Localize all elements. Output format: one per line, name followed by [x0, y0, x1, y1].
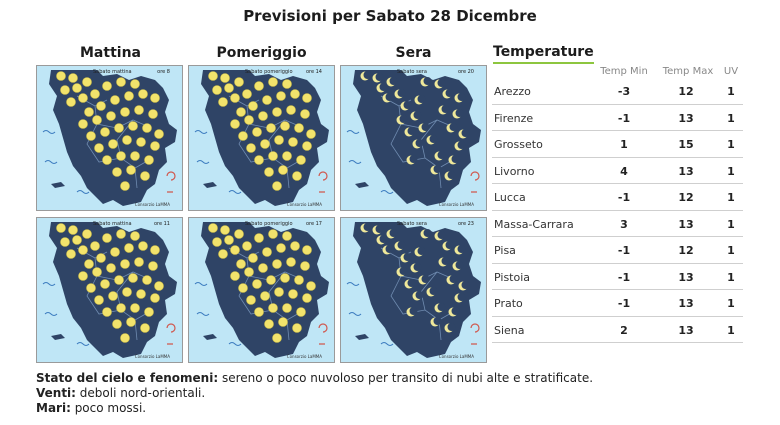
uv-value: 1	[727, 191, 735, 204]
sun-icon	[247, 296, 256, 305]
note-text: deboli nord-orientali.	[75, 386, 206, 400]
sun-icon	[247, 144, 256, 153]
sun-icon	[279, 318, 288, 327]
sun-icon	[239, 132, 248, 141]
sun-icon	[249, 254, 258, 263]
sun-icon	[231, 246, 240, 255]
sun-icon	[123, 136, 132, 145]
note-text: sereno o poco nuvoloso per transito di nubi alte e stratificate.	[218, 371, 594, 385]
sun-icon	[131, 232, 140, 241]
table-row	[492, 237, 743, 264]
sun-icon	[255, 308, 264, 317]
sun-icon	[249, 102, 258, 111]
table-row	[492, 105, 743, 132]
forecast-notes	[36, 371, 593, 416]
map-credit: Consorzio LaMMA	[286, 202, 322, 207]
sun-icon	[295, 124, 304, 133]
sun-icon	[117, 78, 126, 87]
sun-icon	[263, 96, 272, 105]
temp-min-value: -1	[617, 111, 631, 125]
sun-icon	[275, 136, 284, 145]
sun-icon	[303, 94, 312, 103]
map-label: Sabato sera	[397, 69, 427, 75]
sun-icon	[283, 152, 292, 161]
sun-icon	[225, 236, 234, 245]
temp-max-value: 12	[678, 85, 694, 98]
sun-icon	[243, 90, 252, 99]
sun-icon	[57, 72, 66, 81]
city-name: Arezzo	[494, 85, 531, 98]
sun-icon	[151, 246, 160, 255]
city-name: Prato	[494, 297, 523, 310]
sun-icon	[125, 244, 134, 253]
sun-icon	[269, 304, 278, 313]
sun-icon	[121, 108, 130, 117]
header-temp-max: Temp Max	[662, 66, 714, 77]
temp-max-value: 13	[678, 111, 694, 125]
sun-icon	[87, 132, 96, 141]
sun-icon	[297, 156, 306, 165]
uv-value: 1	[727, 270, 735, 284]
sun-icon	[67, 98, 76, 107]
tuscany-map-icon	[189, 66, 335, 211]
sun-icon	[135, 106, 144, 115]
map-credit: Consorzio LaMMA	[438, 354, 474, 359]
note-label: Venti:	[36, 386, 76, 400]
map-label: Sabato mattina	[93, 69, 132, 75]
sun-icon	[121, 260, 130, 269]
note-sea	[36, 401, 593, 416]
sun-icon	[125, 92, 134, 101]
city-name: Massa-Carrara	[494, 217, 574, 231]
sun-icon	[69, 226, 78, 235]
sun-icon	[127, 318, 136, 327]
sun-icon	[85, 260, 94, 269]
sun-icon	[145, 308, 154, 317]
sun-icon	[141, 172, 150, 181]
sun-icon	[239, 284, 248, 293]
sun-icon	[109, 292, 118, 301]
sun-icon	[293, 324, 302, 333]
sun-icon	[103, 82, 112, 91]
uv-value: 1	[727, 244, 735, 257]
note-wind	[36, 386, 593, 401]
sun-icon	[101, 128, 110, 137]
sun-icon	[267, 276, 276, 285]
temp-max-value: 13	[678, 270, 694, 284]
sun-icon	[87, 284, 96, 293]
forecast-map[interactable]	[340, 217, 487, 363]
map-hour: ore 11	[153, 221, 170, 227]
sun-icon	[287, 258, 296, 267]
sun-icon	[237, 108, 246, 117]
sun-icon	[149, 110, 158, 119]
sun-icon	[277, 244, 286, 253]
column-header-sera: Sera	[395, 45, 432, 61]
sun-icon	[111, 248, 120, 257]
sun-icon	[117, 152, 126, 161]
sun-icon	[273, 334, 282, 343]
uv-value: 1	[727, 138, 735, 151]
map-label: Sabato mattina	[93, 221, 132, 227]
sun-icon	[79, 246, 88, 255]
temp-max-value: 15	[678, 138, 694, 151]
sun-icon	[131, 152, 140, 161]
sun-icon	[117, 230, 126, 239]
city-name: Livorno	[494, 164, 535, 178]
sun-icon	[219, 98, 228, 107]
sun-icon	[231, 94, 240, 103]
sun-icon	[265, 168, 274, 177]
temp-min-value: 3	[620, 217, 628, 231]
sun-icon	[209, 224, 218, 233]
note-label: Stato del cielo e fenomeni:	[36, 371, 219, 385]
sun-icon	[93, 116, 102, 125]
city-name: Firenze	[494, 111, 534, 125]
forecast-map[interactable]	[36, 65, 183, 211]
sun-icon	[289, 290, 298, 299]
sun-icon	[85, 108, 94, 117]
sun-icon	[117, 304, 126, 313]
temperature-title: Temperature	[493, 44, 594, 64]
map-label: Sabato sera	[397, 221, 427, 227]
sun-icon	[103, 308, 112, 317]
sun-icon	[115, 124, 124, 133]
sun-icon	[143, 276, 152, 285]
sun-icon	[93, 268, 102, 277]
sun-icon	[269, 230, 278, 239]
map-credit: Consorzio LaMMA	[134, 354, 170, 359]
sun-icon	[273, 182, 282, 191]
temp-min-value: -1	[617, 270, 631, 284]
temp-min-value: 1	[620, 138, 628, 151]
sun-icon	[97, 254, 106, 263]
sun-icon	[297, 308, 306, 317]
sun-icon	[283, 304, 292, 313]
city-name: Grosseto	[494, 138, 543, 151]
sun-icon	[255, 234, 264, 243]
sun-icon	[283, 232, 292, 241]
temp-min-value: -1	[617, 297, 631, 310]
temp-max-value: 13	[678, 323, 694, 337]
sun-icon	[79, 272, 88, 281]
uv-value: 1	[727, 297, 735, 310]
uv-value: 1	[727, 323, 735, 337]
temp-max-value: 12	[678, 244, 694, 257]
sun-icon	[291, 90, 300, 99]
tuscany-map-icon	[37, 218, 183, 363]
sun-icon	[259, 112, 268, 121]
sun-icon	[101, 280, 110, 289]
sun-icon	[253, 128, 262, 137]
forecast-map[interactable]	[188, 217, 335, 363]
sun-icon	[103, 234, 112, 243]
temp-min-value: -1	[617, 191, 631, 204]
sun-icon	[281, 274, 290, 283]
column-header-mattina: Mattina	[80, 45, 141, 61]
sun-icon	[287, 106, 296, 115]
sun-icon	[303, 294, 312, 303]
sun-icon	[141, 324, 150, 333]
sun-icon	[303, 246, 312, 255]
sun-icon	[303, 142, 312, 151]
tuscany-map-icon	[189, 218, 335, 363]
sun-icon	[67, 250, 76, 259]
sun-icon	[137, 290, 146, 299]
sun-icon	[265, 320, 274, 329]
sun-icon	[151, 294, 160, 303]
tuscany-map-icon	[37, 66, 183, 211]
sun-icon	[123, 288, 132, 297]
sun-icon	[253, 280, 262, 289]
table-row	[492, 131, 743, 158]
table-row	[492, 264, 743, 291]
map-label: Sabato pomeriggio	[245, 221, 293, 227]
sun-icon	[209, 72, 218, 81]
city-name: Pisa	[494, 244, 516, 257]
column-header-pomeriggio: Pomeriggio	[216, 45, 307, 61]
sun-icon	[121, 182, 130, 191]
sun-icon	[103, 156, 112, 165]
sun-icon	[289, 138, 298, 147]
temp-max-value: 13	[678, 297, 694, 310]
sun-icon	[243, 242, 252, 251]
sun-icon	[111, 96, 120, 105]
map-hour: ore 14	[305, 69, 322, 75]
sun-icon	[213, 86, 222, 95]
map-hour: ore 23	[457, 221, 474, 227]
sun-icon	[283, 80, 292, 89]
sun-icon	[261, 140, 270, 149]
city-name: Lucca	[494, 191, 526, 204]
page-title: Previsioni per Sabato 28 Dicembre	[243, 7, 537, 25]
temp-min-value: 2	[620, 323, 628, 337]
map-hour: ore 20	[457, 69, 474, 75]
sun-icon	[79, 94, 88, 103]
header-temp-min: Temp Min	[600, 66, 648, 77]
table-row	[492, 211, 743, 238]
sun-icon	[139, 90, 148, 99]
sun-icon	[221, 74, 230, 83]
sun-icon	[221, 226, 230, 235]
temp-min-value: -1	[617, 244, 631, 257]
sun-icon	[83, 230, 92, 239]
sun-icon	[107, 112, 116, 121]
sun-icon	[127, 166, 136, 175]
map-credit: Consorzio LaMMA	[286, 354, 322, 359]
tuscany-map-icon	[341, 218, 487, 363]
city-name: Siena	[494, 323, 525, 337]
sun-icon	[255, 156, 264, 165]
sun-icon	[145, 156, 154, 165]
map-hour: ore 17	[305, 221, 322, 227]
sun-icon	[129, 274, 138, 283]
sun-icon	[293, 172, 302, 181]
sun-icon	[245, 116, 254, 125]
note-text: poco mossi.	[70, 401, 147, 415]
sun-icon	[231, 272, 240, 281]
sun-icon	[267, 124, 276, 133]
sun-icon	[57, 224, 66, 233]
sun-icon	[237, 260, 246, 269]
map-credit: Consorzio LaMMA	[134, 202, 170, 207]
sun-icon	[61, 86, 70, 95]
uv-value: 1	[727, 164, 735, 178]
uv-value: 1	[727, 85, 735, 98]
sun-icon	[79, 120, 88, 129]
sun-icon	[149, 262, 158, 271]
sun-icon	[155, 282, 164, 291]
sun-icon	[135, 258, 144, 267]
note-label: Mari:	[36, 401, 71, 415]
sun-icon	[307, 282, 316, 291]
sun-icon	[97, 102, 106, 111]
sun-icon	[139, 242, 148, 251]
sun-icon	[295, 276, 304, 285]
sun-icon	[91, 90, 100, 99]
tuscany-map-icon	[341, 66, 487, 211]
table-row	[492, 158, 743, 185]
sun-icon	[259, 264, 268, 273]
uv-value: 1	[727, 111, 735, 125]
temp-min-value: 4	[620, 164, 628, 178]
sun-icon	[269, 78, 278, 87]
sun-icon	[301, 262, 310, 271]
sun-icon	[95, 144, 104, 153]
forecast-map[interactable]	[340, 65, 487, 211]
sun-icon	[245, 268, 254, 277]
sun-icon	[235, 78, 244, 87]
table-row	[492, 290, 743, 317]
sun-icon	[255, 82, 264, 91]
sun-icon	[213, 238, 222, 247]
sun-icon	[307, 130, 316, 139]
uv-value: 1	[727, 217, 735, 231]
sun-icon	[129, 122, 138, 131]
sun-icon	[273, 108, 282, 117]
temp-max-value: 13	[678, 217, 694, 231]
sun-icon	[73, 236, 82, 245]
table-row	[492, 317, 743, 344]
sun-icon	[263, 248, 272, 257]
sun-icon	[107, 264, 116, 273]
sun-icon	[121, 334, 130, 343]
forecast-map[interactable]	[188, 65, 335, 211]
sun-icon	[301, 110, 310, 119]
sun-icon	[113, 320, 122, 329]
sun-icon	[151, 142, 160, 151]
map-hour: ore 8	[157, 69, 170, 75]
sun-icon	[69, 74, 78, 83]
forecast-map[interactable]	[36, 217, 183, 363]
sun-icon	[115, 276, 124, 285]
sun-icon	[261, 292, 270, 301]
sun-icon	[109, 140, 118, 149]
table-row	[492, 78, 743, 105]
sun-icon	[131, 304, 140, 313]
sun-icon	[91, 242, 100, 251]
temp-max-value: 12	[678, 191, 694, 204]
sun-icon	[95, 296, 104, 305]
map-credit: Consorzio LaMMA	[438, 202, 474, 207]
sun-icon	[269, 152, 278, 161]
note-sky	[36, 371, 593, 386]
sun-icon	[155, 130, 164, 139]
sun-icon	[279, 166, 288, 175]
sun-icon	[277, 92, 286, 101]
sun-icon	[275, 288, 284, 297]
city-name: Pistoia	[494, 270, 531, 284]
sun-icon	[83, 78, 92, 87]
temp-min-value: -3	[617, 85, 631, 98]
sun-icon	[143, 124, 152, 133]
temperature-table	[492, 78, 743, 343]
sun-icon	[225, 84, 234, 93]
sun-icon	[291, 242, 300, 251]
table-row	[492, 184, 743, 211]
sun-icon	[131, 80, 140, 89]
map-label: Sabato pomeriggio	[245, 69, 293, 75]
sun-icon	[235, 230, 244, 239]
header-uv: UV	[723, 66, 739, 77]
sun-icon	[281, 122, 290, 131]
sun-icon	[151, 94, 160, 103]
sun-icon	[137, 138, 146, 147]
sun-icon	[219, 250, 228, 259]
sun-icon	[231, 120, 240, 129]
temp-max-value: 13	[678, 164, 694, 178]
sun-icon	[61, 238, 70, 247]
sun-icon	[113, 168, 122, 177]
sun-icon	[73, 84, 82, 93]
sun-icon	[273, 260, 282, 269]
